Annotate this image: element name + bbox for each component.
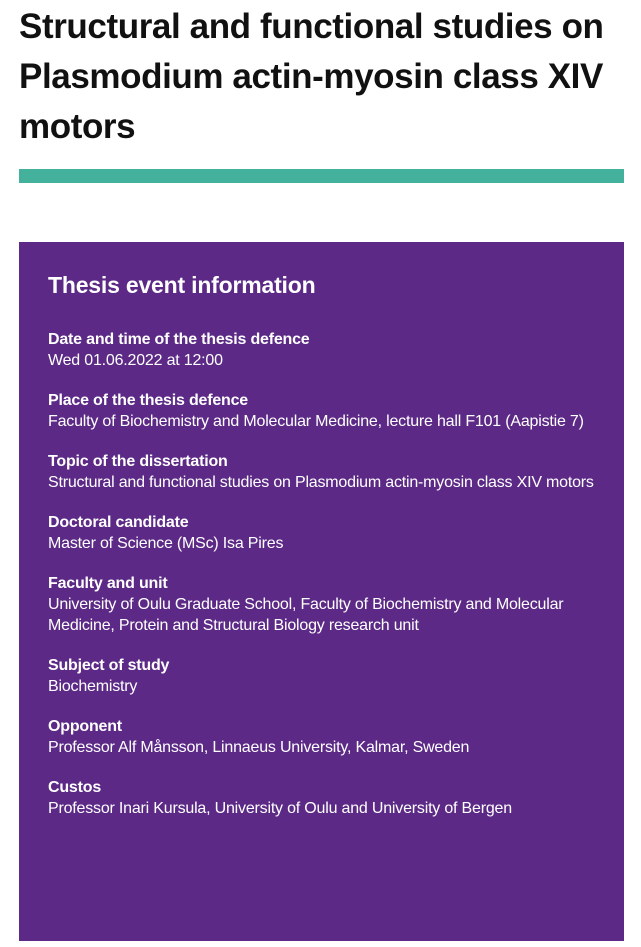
field-value: Professor Inari Kursula, University of Oulu and University of Bergen [48, 800, 512, 817]
info-heading: Thesis event information [48, 272, 316, 298]
field-opponent [48, 716, 595, 758]
field-value: University of Oulu Graduate School, Faculty of Biochemistry and Molecular Medicine, Protein and Structural Biology research unit [48, 596, 564, 634]
field-custos [48, 777, 595, 819]
field-label: Subject of study [48, 657, 170, 674]
field-doctoral-candidate [48, 512, 595, 554]
page-title: Structural and functional studies on Plasmodium actin-myosin class XIV motors [19, 7, 604, 146]
field-label: Doctoral candidate [48, 514, 189, 531]
field-subject [48, 655, 595, 697]
field-label: Faculty and unit [48, 575, 168, 592]
field-label: Date and time of the thesis defence [48, 331, 310, 348]
field-label: Custos [48, 779, 102, 796]
field-value: Master of Science (MSc) Isa Pires [48, 535, 284, 552]
field-value: Biochemistry [48, 678, 138, 695]
field-value: Faculty of Biochemistry and Molecular Medicine, lecture hall F101 (Aapistie 7) [48, 413, 584, 430]
field-place [48, 390, 595, 432]
field-value: Professor Alf Månsson, Linnaeus University, Kalmar, Sweden [48, 739, 470, 756]
field-value: Structural and functional studies on Plasmodium actin-myosin class XIV motors [48, 474, 594, 491]
thesis-event-info-panel [19, 242, 624, 941]
field-date-time [48, 329, 595, 371]
field-label: Topic of the dissertation [48, 453, 228, 470]
accent-divider [19, 169, 624, 183]
field-label: Place of the thesis defence [48, 392, 249, 409]
field-faculty-unit [48, 573, 595, 636]
field-label: Opponent [48, 718, 122, 735]
field-value: Wed 01.06.2022 at 12:00 [48, 352, 223, 369]
field-topic [48, 451, 595, 493]
